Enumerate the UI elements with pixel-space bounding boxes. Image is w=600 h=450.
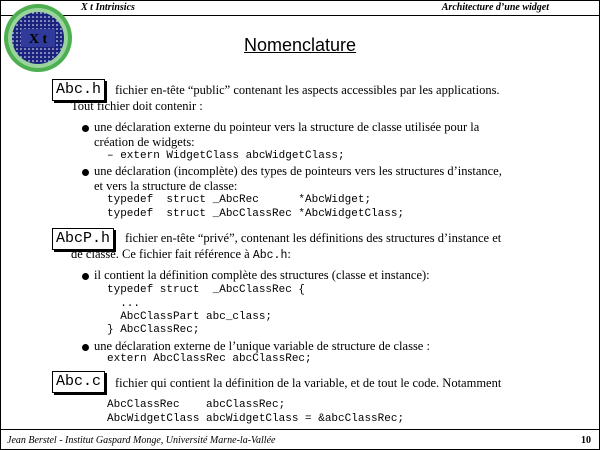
section1-line1: fichier en-tête “public” contenant les aspects accessibles par les applications. — [115, 83, 500, 97]
section2-line1: fichier en-tête “privé”, contenant les définitions des structures d’instance et — [125, 231, 502, 245]
footer-divider — [1, 429, 599, 430]
section2-bullet2-code: extern AbcClassRec abcClassRec; — [107, 353, 312, 365]
chapter-title: Architecture d’une widget — [441, 2, 549, 13]
xt-logo — [3, 3, 73, 73]
bullet-icon — [82, 273, 89, 280]
page-number: 10 — [581, 435, 591, 446]
logo-text: X t — [28, 32, 48, 47]
section3-code2: AbcWidgetClass abcWidgetClass = &abcClassRec; — [107, 413, 405, 425]
course-title: X t Intrinsics — [81, 2, 135, 13]
section1-bullet2-code1: typedef struct _AbcRec *AbcWidget; — [107, 194, 372, 206]
page-title: Nomenclature — [244, 35, 357, 55]
header-bar — [1, 1, 599, 16]
section3-code1: AbcClassRec abcClassRec; — [107, 399, 286, 411]
section1-bullet2-line2: et vers la structure de classe: — [94, 179, 238, 193]
section2-code2: ... — [107, 298, 141, 310]
section2-line2: de classe. Ce fichier fait référence à Abc.h: — [71, 247, 291, 262]
section2-code1: typedef struct _AbcClassRec { — [107, 284, 306, 296]
bullet-icon — [82, 344, 89, 351]
section2-bullet2: une déclaration externe de l’unique variable de structure de classe : — [94, 339, 430, 353]
filename-abc-c: Abc.c — [52, 371, 105, 393]
section1-bullet1-line1: une déclaration externe du pointeur vers la structure de classe utilisée pour la — [94, 120, 480, 134]
section1-bullet1-code: – extern WidgetClass abcWidgetClass; — [107, 150, 345, 162]
section2-code4: } AbcClassRec; — [107, 324, 200, 336]
section3-line1: fichier qui contient la définition de la variable, et de tout le code. Notamment — [115, 376, 502, 390]
section1-bullet2-line1: une déclaration (incomplète) des types de pointeurs vers les structures d’instance, — [94, 164, 502, 178]
bullet-icon — [82, 125, 89, 132]
bullet-icon — [82, 169, 89, 176]
filename-abc-h: Abc.h — [52, 79, 105, 101]
filename-abcp-h: AbcP.h — [52, 228, 114, 250]
section2-bullet1: il contient la définition complète des structures (classe et instance): — [94, 268, 430, 282]
section1-bullet2-code2: typedef struct _AbcClassRec *AbcWidgetClass; — [107, 208, 405, 220]
section1-line2: Tout fichier doit contenir : — [71, 99, 203, 113]
section1-bullet1-line2: création de widgets: — [94, 135, 195, 149]
section2-code3: AbcClassPart abc_class; — [107, 311, 273, 323]
footer-author: Jean Berstel - Institut Gaspard Monge, Université Marne-la-Vallée — [7, 435, 276, 446]
